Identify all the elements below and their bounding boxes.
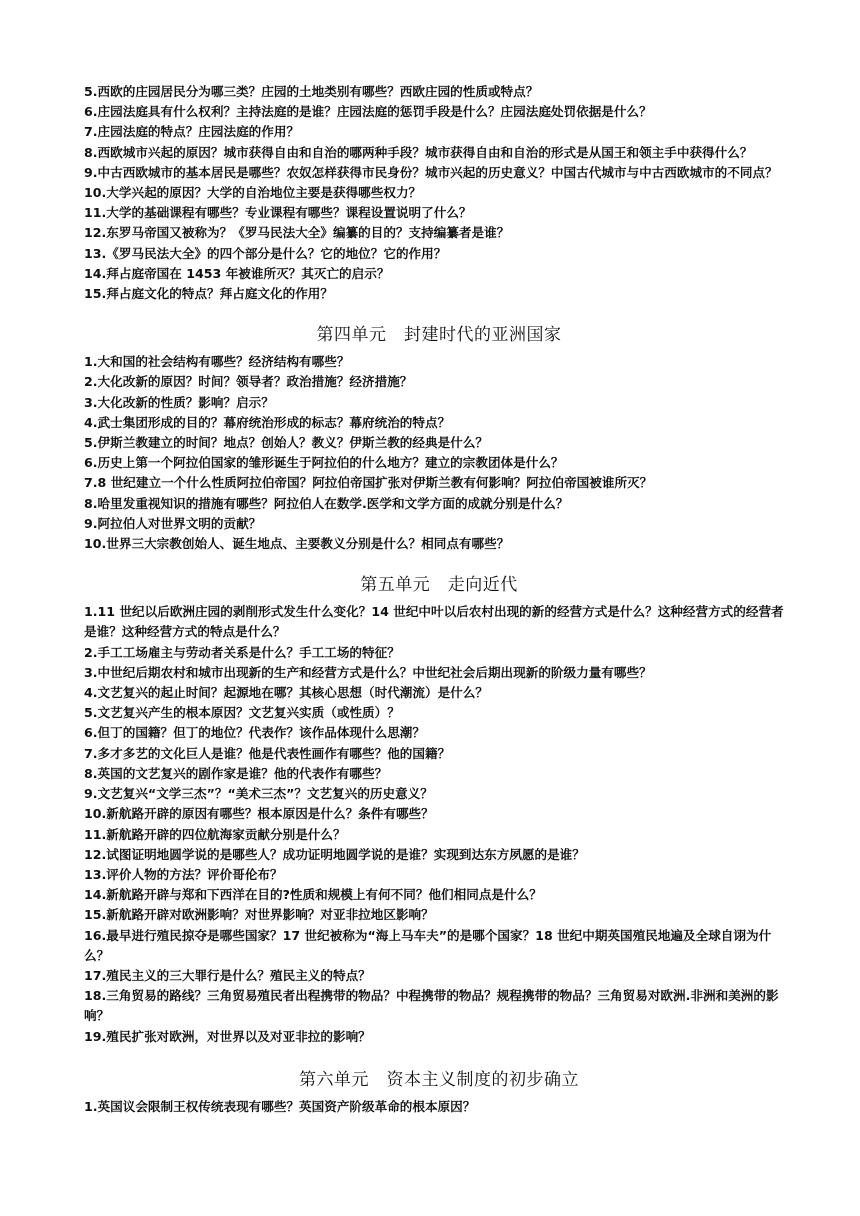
question-item: 1.大和国的社会结构有哪些？经济结构有哪些？ (84, 354, 350, 370)
question-item: 8.西欧城市兴起的原因？城市获得自由和自治的哪两种手段？城市获得自由和自治的形式是从国王和领主手中获得什么？ (84, 144, 753, 160)
question-item: 5.西欧的庄园居民分为哪三类？庄园的土地类别有哪些？西欧庄园的性质或特点？ (84, 84, 539, 99)
question-item: 9.文艺复兴“文学三杰”？“美术三杰”？文艺复兴的历史意义？ (84, 786, 433, 802)
question-item: 6.但丁的国籍？但丁的地位？代表作？该作品体现什么思潮？ (84, 725, 425, 741)
question-item: 12.东罗马帝国又被称为？《罗马民法大全》编纂的目的？支持编纂者是谁？ (84, 225, 510, 241)
unit-5-section (84, 602, 794, 1046)
question-item: 1.英国议会限制王权传统表现有哪些？英国资产阶级革命的根本原因？ (84, 1098, 476, 1114)
question-item: 9.阿拉伯人对世界文明的贡献？ (84, 515, 262, 531)
question-item: 13.《罗马民法大全》的四个部分是什么？它的地位？它的作用？ (84, 245, 447, 261)
unit-6-title: 第六单元 资本主义制度的初步确立 (299, 1069, 579, 1090)
question-item: 3.中世纪后期农村和城市出现新的生产和经营方式是什么？中世纪社会后期出现新的阶级力量有哪些？ (84, 664, 652, 680)
question-item: 17.殖民主义的三大罪行是什么？殖民主义的特点？ (84, 967, 371, 983)
question-item: 8.哈里发重视知识的措施有哪些？阿拉伯人在数学.医学和文学方面的成就分别是什么？ (84, 495, 569, 511)
question-item: 14.新航路开辟与郑和下西洋在目的?性质和规模上有何不同？他们相同点是什么？ (84, 887, 542, 903)
unit-5-title: 第五单元 走向近代 (360, 575, 518, 596)
intro-section (84, 82, 794, 304)
question-item: 2.手工工场雇主与劳动者关系是什么？手工工场的特征？ (84, 644, 400, 660)
question-item: 5.伊斯兰教建立的时间？地点？创始人？教义？伊斯兰教的经典是什么？ (84, 435, 488, 451)
unit-4-section (84, 352, 794, 554)
question-item: 10.大学兴起的原因？大学的自治地位主要是获得哪些权力？ (84, 185, 422, 201)
question-item: 10.新航路开辟的原因有哪些？根本原因是什么？条件有哪些？ (84, 806, 434, 822)
unit-6-section (84, 1097, 794, 1117)
question-item: 3.大化改新的性质？影响？启示？ (84, 394, 274, 410)
question-item: 15.拜占庭文化的特点？拜占庭文化的作用？ (84, 286, 333, 302)
question-item: 5.文艺复兴产生的根本原因？文艺复兴实质（或性质）？ (84, 705, 400, 721)
question-item: 1.11 世纪以后欧洲庄园的剥削形式发生什么变化？14 世纪中叶以后农村出现的新的经营方式是什么？这种经营方式的经营者是谁？这种经营方式的特点是什么？ (84, 604, 784, 640)
question-item: 12.试图证明地圆学说的是哪些人？成功证明地圆学说的是谁？实现到达东方夙愿的是谁？ (84, 846, 585, 862)
question-item: 2.大化改新的原因？时间？领导者？政治措施？经济措施？ (84, 374, 413, 390)
question-item: 7.庄园法庭的特点？庄园法庭的作用？ (84, 124, 300, 140)
question-item: 10.世界三大宗教创始人、诞生地点、主要教义分别是什么？相同点有哪些？ (84, 536, 510, 552)
question-item: 8.英国的文艺复兴的剧作家是谁？他的代表作有哪些？ (84, 765, 388, 781)
question-item: 15.新航路开辟对欧洲影响？对世界影响？对亚非拉地区影响？ (84, 907, 434, 923)
question-item: 4.武士集团形成的目的？幕府统治形成的标志？幕府统治的特点？ (84, 414, 451, 430)
question-item: 13.评价人物的方法？评价哥伦布？ (84, 866, 283, 882)
unit-4-title: 第四单元 封建时代的亚洲国家 (316, 325, 562, 346)
question-item: 16.最早进行殖民掠夺是哪些国家？17 世纪被称为“海上马车夫”的是哪个国家？18 世纪中期英国殖民地遍及全球自诩为什么？ (84, 927, 772, 963)
question-item: 4.文艺复兴的起止时间？起源地在哪？其核心思想（时代潮流）是什么？ (84, 685, 488, 701)
question-item: 18.三角贸易的路线？三角贸易殖民者出程携带的物品？中程携带的物品？规程携带的物品？三角贸易对欧洲.非洲和美洲的影响？ (84, 988, 779, 1024)
question-item: 14.拜占庭帝国在 1453 年被谁所灭？其灭亡的启示？ (84, 265, 390, 281)
question-item: 11.大学的基础课程有哪些？专业课程有哪些？课程设置说明了什么？ (84, 205, 472, 221)
question-item: 9.中古西欧城市的基本居民是哪些？农奴怎样获得市民身份？城市兴起的历史意义？中国古代城市与中古西欧城市的不同点？ (84, 164, 778, 180)
question-item: 6.庄园法庭具有什么权利？主持法庭的是谁？庄园法庭的惩罚手段是什么？庄园法庭处罚依据是什么？ (84, 104, 652, 120)
question-item: 6.历史上第一个阿拉伯国家的雏形诞生于阿拉伯的什么地方？建立的宗教团体是什么？ (84, 455, 564, 471)
question-item: 7.8 世纪建立一个什么性质阿拉伯帝国？阿拉伯帝国扩张对伊斯兰教有何影响？阿拉伯帝国被谁所灭？ (84, 475, 653, 491)
question-item: 7.多才多艺的文化巨人是谁？他是代表性画作有哪些？他的国籍？ (84, 745, 451, 761)
question-item: 11.新航路开辟的四位航海家贡献分别是什么？ (84, 826, 346, 842)
question-item: 19.殖民扩张对欧洲，对世界以及对亚非拉的影响？ (84, 1028, 371, 1044)
